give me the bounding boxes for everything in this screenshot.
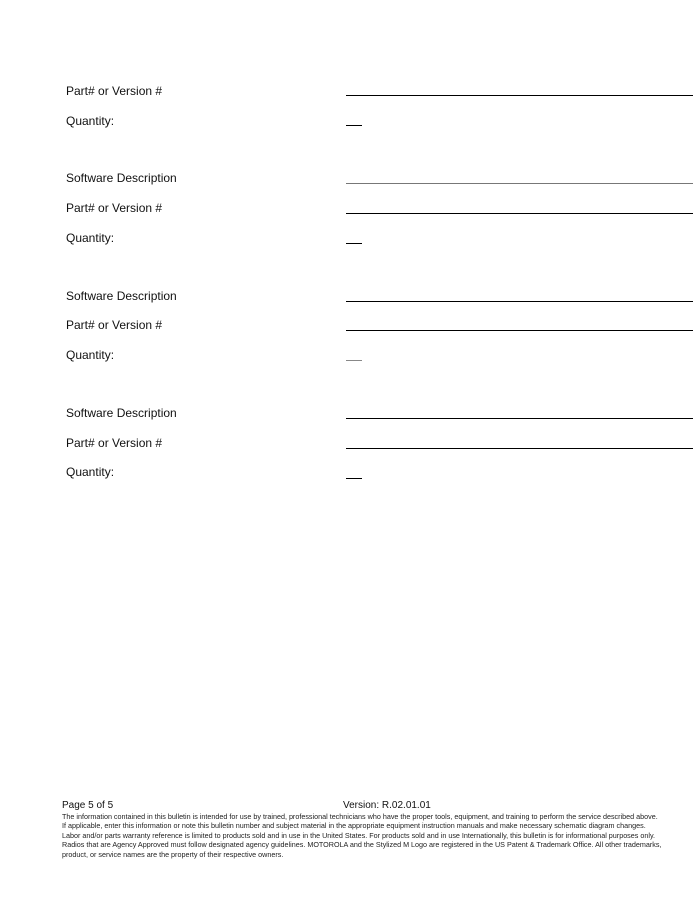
document-version: Version: R.02.01.01 (343, 800, 431, 811)
quantity-label: Quantity: (66, 465, 115, 479)
part-version-field[interactable] (346, 330, 693, 331)
part-version-label: Part# or Version # (66, 318, 163, 332)
page-number: Page 5 of 5 (62, 800, 114, 811)
software-description-label: Software Description (66, 406, 177, 420)
quantity-label: Quantity: (66, 114, 115, 128)
part-version-field[interactable] (346, 448, 693, 449)
quantity-field[interactable] (346, 125, 362, 126)
quantity-field[interactable] (346, 360, 362, 361)
software-description-field[interactable] (346, 183, 693, 184)
disclaimer-text: The information contained in this bulletin is intended for use by trained, professional technicians who have the proper tools, equipment, and training to perform the service described above. If applicable, enter this information or note this bulletin number and subject material in the appropriate equipment instruction manuals and make necessary schematic diagram changes. Labor and/or parts warranty reference is limited to products sold and in use in the United States. For products sold and in use Internationally, this bulletin is for informational purposes only. Radios that are Agency Approved must follow designated agency guidelines. MOTOROLA and the Stylized M Logo are registered in the US Patent & Trademark Office. All other trademarks, product, or service names are the property of their respective owners. (62, 812, 662, 859)
quantity-field[interactable] (346, 243, 362, 244)
software-description-label: Software Description (66, 171, 177, 185)
part-version-field[interactable] (346, 213, 693, 214)
software-description-field[interactable] (346, 418, 693, 419)
quantity-label: Quantity: (66, 231, 115, 245)
quantity-field[interactable] (346, 478, 362, 479)
part-version-label: Part# or Version # (66, 84, 163, 98)
software-description-field[interactable] (346, 301, 693, 302)
part-version-label: Part# or Version # (66, 436, 163, 450)
part-version-label: Part# or Version # (66, 201, 163, 215)
software-description-label: Software Description (66, 289, 177, 303)
part-version-field[interactable] (346, 95, 693, 96)
quantity-label: Quantity: (66, 348, 115, 362)
